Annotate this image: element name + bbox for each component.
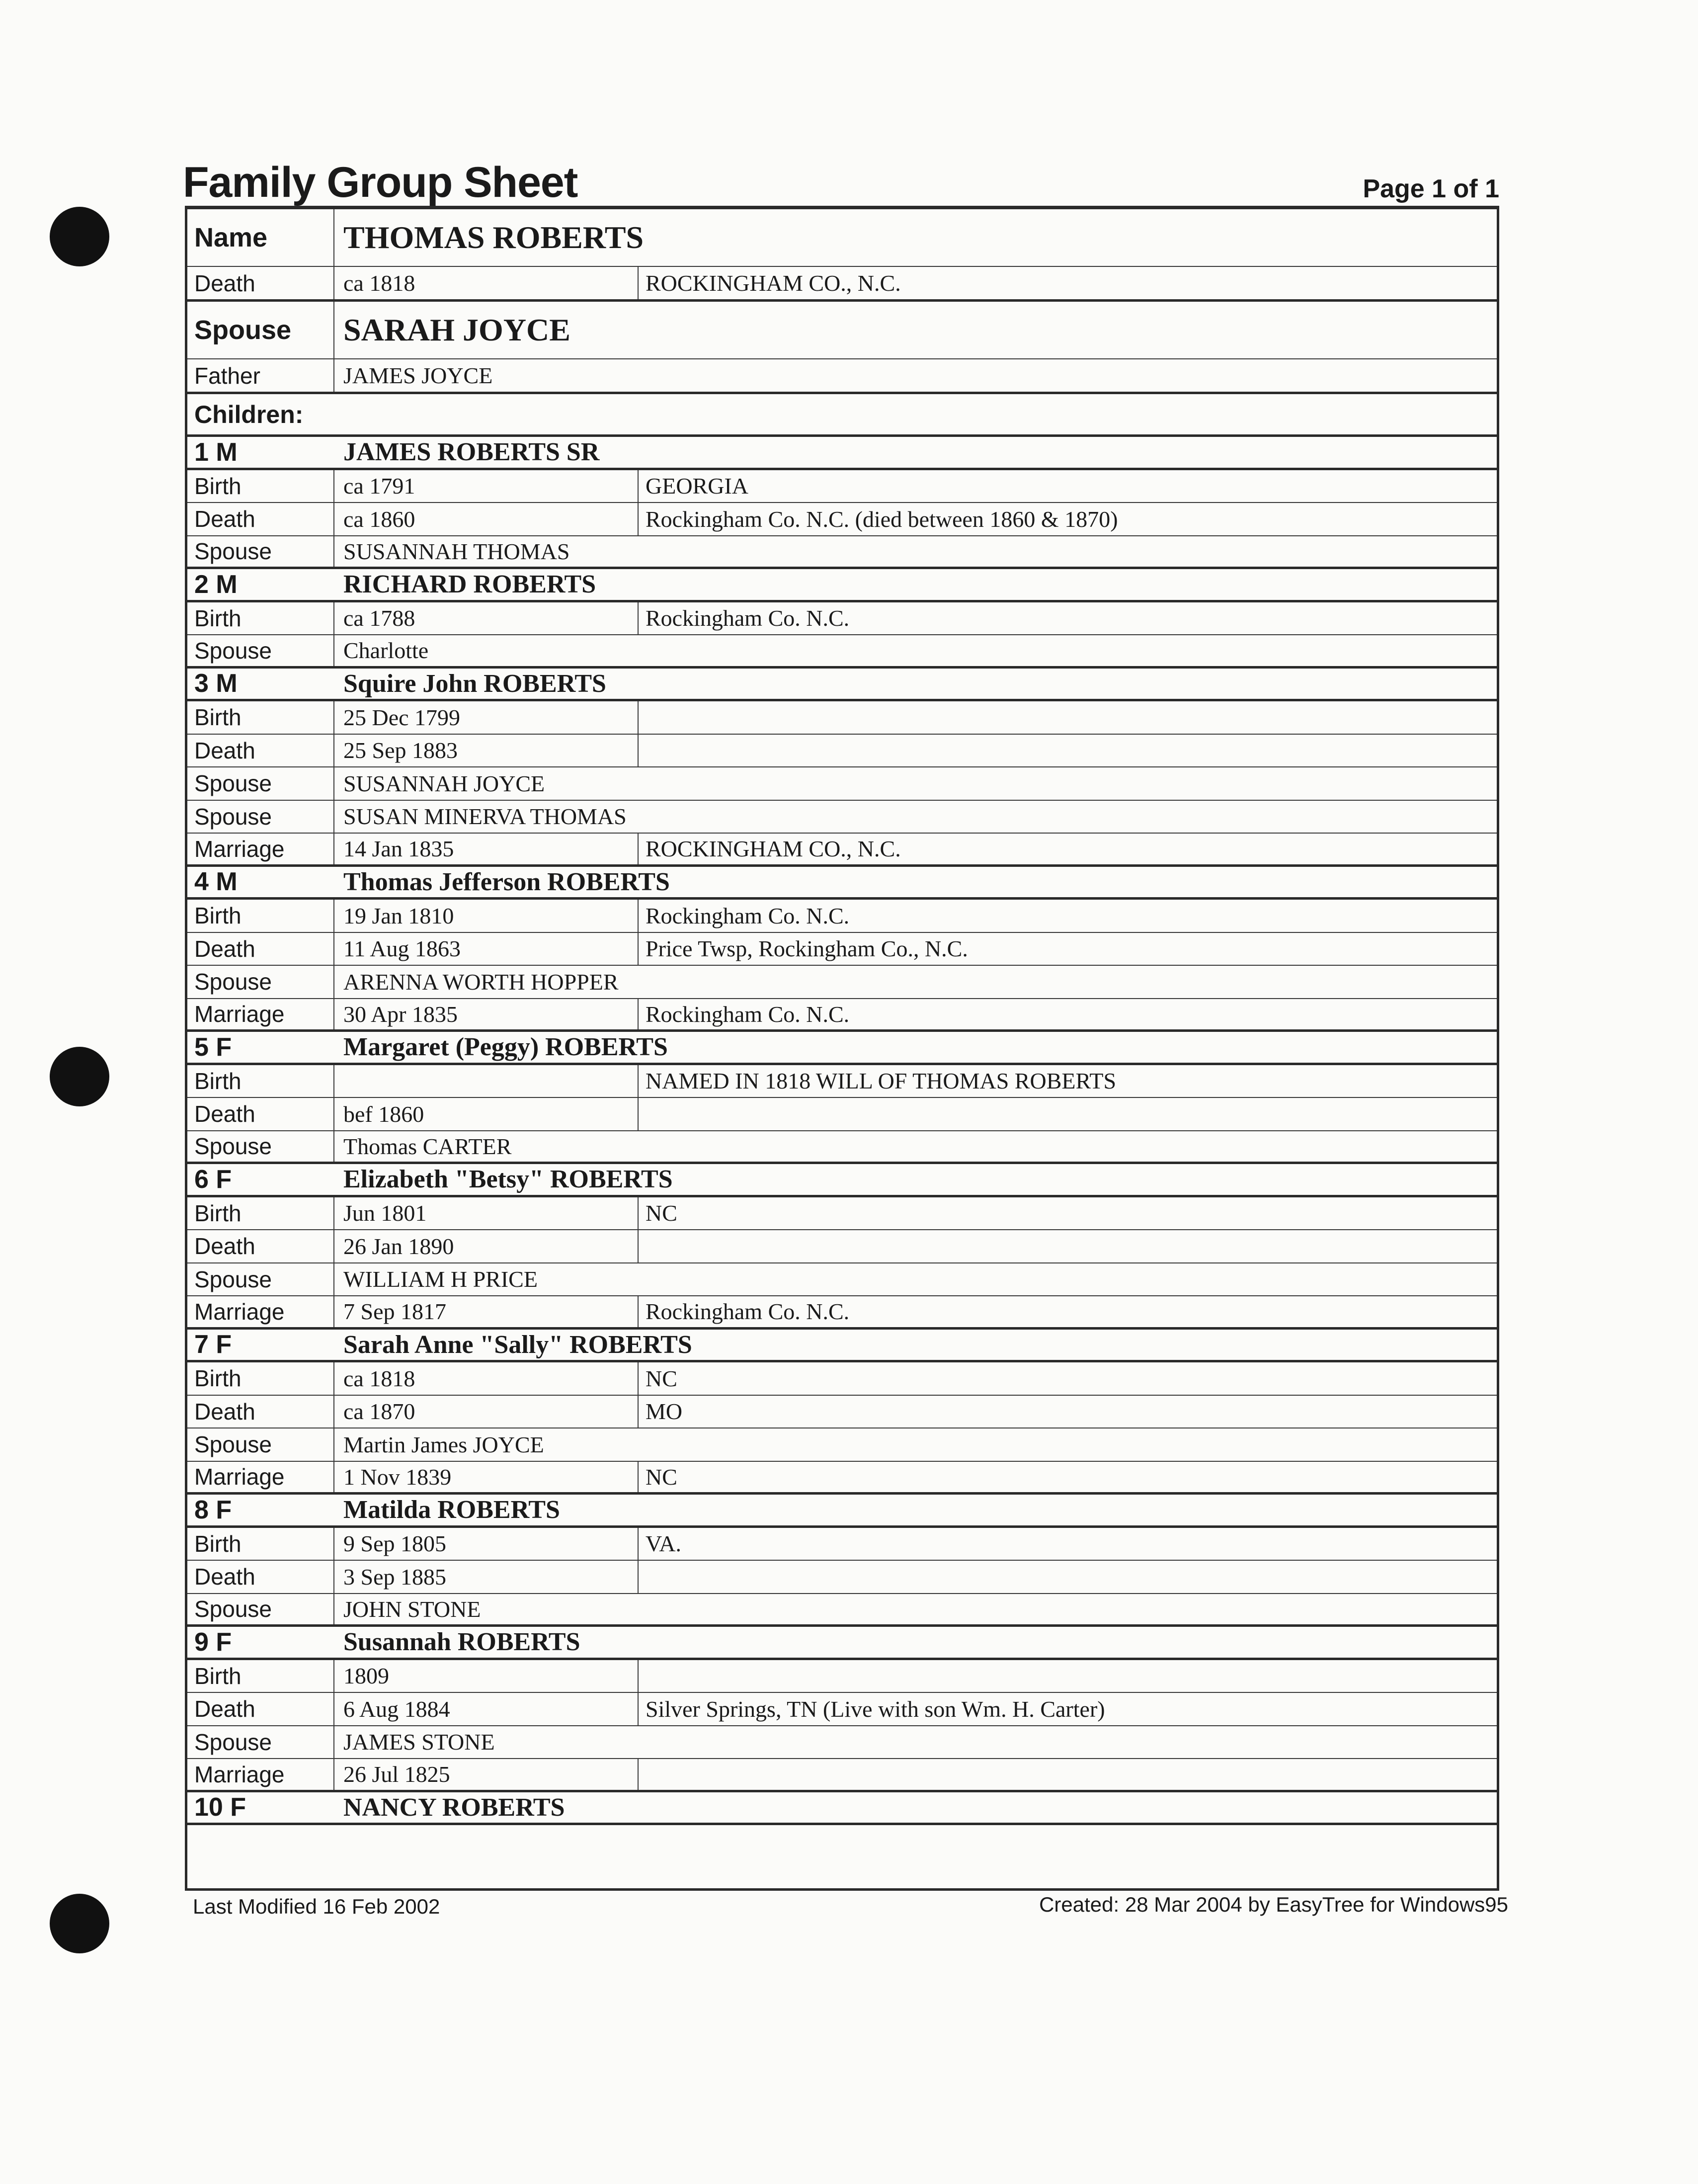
child-event-row xyxy=(187,1296,1497,1330)
child-name: NANCY ROBERTS xyxy=(343,1793,565,1822)
binder-hole xyxy=(50,1047,109,1106)
family-group-table xyxy=(185,206,1499,1891)
child-event-row xyxy=(187,933,1497,966)
child-number: 7 F xyxy=(194,1330,232,1359)
event-date: ca 1818 xyxy=(334,1362,639,1395)
child-name-row xyxy=(187,1792,1497,1826)
event-label: Birth xyxy=(187,602,334,635)
father-name: JAMES JOYCE xyxy=(343,363,493,388)
event-date: Jun 1801 xyxy=(334,1197,639,1230)
child-number: 9 F xyxy=(194,1627,232,1657)
event-place: Rockingham Co. N.C. xyxy=(646,903,850,928)
child-name-row xyxy=(187,1330,1497,1363)
child-name-row xyxy=(187,437,1497,470)
child-number: 10 F xyxy=(194,1793,246,1822)
binder-hole xyxy=(50,1894,109,1953)
child-event-row xyxy=(187,701,1497,735)
event-place: NC xyxy=(646,1200,677,1226)
child-name: JAMES ROBERTS SR xyxy=(343,438,600,467)
spouse-name: SUSANNAH THOMAS xyxy=(343,538,570,564)
child-event-row xyxy=(187,1131,1497,1165)
child-event-row xyxy=(187,1098,1497,1131)
spouse-name: ARENNA WORTH HOPPER xyxy=(343,969,619,995)
event-place xyxy=(639,701,1497,734)
child-name: Thomas Jefferson ROBERTS xyxy=(343,867,670,896)
event-date: 3 Sep 1885 xyxy=(334,1561,639,1593)
child-event-row xyxy=(187,735,1497,768)
event-place: NC xyxy=(646,1365,677,1391)
page-number: Page 1 of 1 xyxy=(1363,174,1499,203)
child-name-row xyxy=(187,569,1497,602)
child-event-row xyxy=(187,1561,1497,1594)
event-place: NC xyxy=(646,1464,677,1490)
event-place xyxy=(639,1660,1497,1692)
binder-hole xyxy=(50,207,109,266)
child-event-row xyxy=(187,1065,1497,1098)
husband-name-row xyxy=(187,209,1497,267)
child-event-row xyxy=(187,1462,1497,1495)
event-place: Rockingham Co. N.C. xyxy=(646,605,850,631)
event-date: 11 Aug 1863 xyxy=(334,933,639,965)
event-date xyxy=(334,1065,639,1097)
child-event-row xyxy=(187,635,1497,669)
event-label: Spouse xyxy=(187,966,334,998)
event-date: 14 Jan 1835 xyxy=(334,834,639,864)
event-place: Rockingham Co. N.C. xyxy=(646,1001,850,1027)
spouse-name: SUSANNAH JOYCE xyxy=(343,770,545,796)
child-event-row xyxy=(187,1263,1497,1297)
child-event-row xyxy=(187,801,1497,834)
event-label: Spouse xyxy=(187,767,334,800)
document-title: Family Group Sheet xyxy=(183,159,578,206)
child-event-row xyxy=(187,1396,1497,1429)
event-date: 30 Apr 1835 xyxy=(334,999,639,1030)
spouse-name: Thomas CARTER xyxy=(343,1133,512,1159)
event-date: ca 1870 xyxy=(334,1396,639,1428)
event-place: VA. xyxy=(646,1531,682,1557)
event-label: Birth xyxy=(187,1660,334,1692)
child-name: RICHARD ROBERTS xyxy=(343,570,596,599)
event-place: NAMED IN 1818 WILL OF THOMAS ROBERTS xyxy=(646,1068,1117,1094)
event-date: bef 1860 xyxy=(334,1098,639,1130)
event-date: 26 Jul 1825 xyxy=(334,1759,639,1790)
event-date: ca 1791 xyxy=(334,470,639,503)
event-place xyxy=(639,1759,1497,1790)
event-place xyxy=(639,735,1497,767)
spouse-label: Spouse xyxy=(187,302,334,358)
child-name-row xyxy=(187,1627,1497,1660)
child-name: Matilda ROBERTS xyxy=(343,1496,560,1524)
event-label: Birth xyxy=(187,1362,334,1395)
event-date: 1 Nov 1839 xyxy=(334,1462,639,1493)
spouse-name: JAMES STONE xyxy=(343,1729,495,1755)
child-event-row xyxy=(187,767,1497,801)
child-event-row xyxy=(187,503,1497,536)
child-event-row xyxy=(187,1230,1497,1263)
child-event-row xyxy=(187,1428,1497,1462)
event-date: 26 Jan 1890 xyxy=(334,1230,639,1262)
event-date: 7 Sep 1817 xyxy=(334,1296,639,1327)
event-label: Marriage xyxy=(187,834,334,864)
event-date: ca 1860 xyxy=(334,503,639,535)
name-label: Name xyxy=(187,209,334,266)
event-date: 1809 xyxy=(334,1660,639,1692)
event-place: Silver Springs, TN (Live with son Wm. H. Carter) xyxy=(646,1696,1105,1722)
event-place: Rockingham Co. N.C. xyxy=(646,1299,850,1325)
event-place: MO xyxy=(646,1399,683,1425)
event-label: Spouse xyxy=(187,801,334,833)
wife-name-row xyxy=(187,302,1497,359)
child-event-row xyxy=(187,536,1497,570)
child-name: Elizabeth "Betsy" ROBERTS xyxy=(343,1165,673,1194)
children-header-row xyxy=(187,394,1497,437)
event-label: Spouse xyxy=(187,1263,334,1296)
child-name: Susannah ROBERTS xyxy=(343,1628,580,1657)
event-place xyxy=(639,1098,1497,1130)
child-number: 6 F xyxy=(194,1165,232,1194)
child-name-row xyxy=(187,867,1497,900)
event-label: Death xyxy=(187,503,334,535)
event-place: Price Twsp, Rockingham Co., N.C. xyxy=(646,936,968,962)
child-number: 4 M xyxy=(194,867,238,897)
child-event-row xyxy=(187,470,1497,504)
created-note: Created: 28 Mar 2004 by EasyTree for Windows95 xyxy=(1039,1893,1508,1916)
event-date: 19 Jan 1810 xyxy=(334,900,639,932)
father-label: Father xyxy=(187,359,334,392)
husband-death-row xyxy=(187,267,1497,302)
child-name: Margaret (Peggy) ROBERTS xyxy=(343,1033,668,1062)
child-event-row xyxy=(187,834,1497,867)
last-modified: Last Modified 16 Feb 2002 xyxy=(193,1895,440,1918)
child-event-row xyxy=(187,1693,1497,1726)
child-event-row xyxy=(187,1594,1497,1627)
event-place: GEORGIA xyxy=(646,473,748,499)
child-name: Squire John ROBERTS xyxy=(343,669,606,698)
child-event-row xyxy=(187,1660,1497,1693)
spouse-name: Martin James JOYCE xyxy=(343,1431,544,1457)
child-number: 8 F xyxy=(194,1495,232,1524)
event-place: ROCKINGHAM CO., N.C. xyxy=(646,270,901,296)
child-number: 5 F xyxy=(194,1032,232,1062)
child-number: 2 M xyxy=(194,570,238,599)
spouse-name: JOHN STONE xyxy=(343,1596,481,1622)
child-name-row xyxy=(187,1164,1497,1197)
child-number: 3 M xyxy=(194,669,238,698)
event-label: Spouse xyxy=(187,1726,334,1759)
event-label: Death xyxy=(187,1561,334,1593)
child-event-row xyxy=(187,966,1497,999)
child-event-row xyxy=(187,1197,1497,1231)
event-label: Spouse xyxy=(187,1594,334,1625)
event-label: Death xyxy=(187,1693,334,1725)
event-date: 6 Aug 1884 xyxy=(334,1693,639,1725)
child-event-row xyxy=(187,900,1497,933)
event-date: ca 1818 xyxy=(334,267,639,299)
event-label: Birth xyxy=(187,1065,334,1097)
event-label: Death xyxy=(187,267,334,299)
event-label: Spouse xyxy=(187,635,334,666)
event-label: Marriage xyxy=(187,999,334,1030)
wife-name: SARAH JOYCE xyxy=(343,312,570,347)
event-place xyxy=(639,1230,1497,1262)
event-label: Spouse xyxy=(187,1428,334,1461)
event-label: Marriage xyxy=(187,1296,334,1327)
child-event-row xyxy=(187,1759,1497,1792)
spouse-name: WILLIAM H PRICE xyxy=(343,1266,538,1292)
child-name-row xyxy=(187,1495,1497,1528)
husband-name: THOMAS ROBERTS xyxy=(343,220,644,255)
event-label: Birth xyxy=(187,1197,334,1230)
event-label: Death xyxy=(187,1396,334,1428)
event-label: Spouse xyxy=(187,1131,334,1162)
spouse-name: Charlotte xyxy=(343,638,429,664)
event-date: 9 Sep 1805 xyxy=(334,1528,639,1560)
child-name-row xyxy=(187,669,1497,702)
event-label: Marriage xyxy=(187,1462,334,1493)
event-label: Spouse xyxy=(187,536,334,567)
child-event-row xyxy=(187,999,1497,1032)
event-label: Birth xyxy=(187,1528,334,1560)
event-date: ca 1788 xyxy=(334,602,639,635)
event-place xyxy=(639,1561,1497,1593)
event-label: Birth xyxy=(187,470,334,503)
event-label: Death xyxy=(187,1230,334,1262)
child-event-row xyxy=(187,602,1497,636)
wife-father-row xyxy=(187,359,1497,394)
event-date: 25 Dec 1799 xyxy=(334,701,639,734)
event-place: Rockingham Co. N.C. (died between 1860 & 1870) xyxy=(646,506,1118,532)
spouse-name: SUSAN MINERVA THOMAS xyxy=(343,804,627,830)
child-event-row xyxy=(187,1528,1497,1561)
event-label: Death xyxy=(187,1098,334,1130)
event-label: Death xyxy=(187,933,334,965)
child-event-row xyxy=(187,1726,1497,1760)
child-name: Sarah Anne "Sally" ROBERTS xyxy=(343,1330,692,1359)
event-label: Death xyxy=(187,735,334,767)
event-place: ROCKINGHAM CO., N.C. xyxy=(646,836,901,862)
child-event-row xyxy=(187,1362,1497,1396)
event-date: 25 Sep 1883 xyxy=(334,735,639,767)
event-label: Birth xyxy=(187,701,334,734)
children-label: Children: xyxy=(194,400,304,428)
child-name-row xyxy=(187,1032,1497,1065)
event-label: Birth xyxy=(187,900,334,932)
child-number: 1 M xyxy=(194,437,238,467)
event-label: Marriage xyxy=(187,1759,334,1790)
